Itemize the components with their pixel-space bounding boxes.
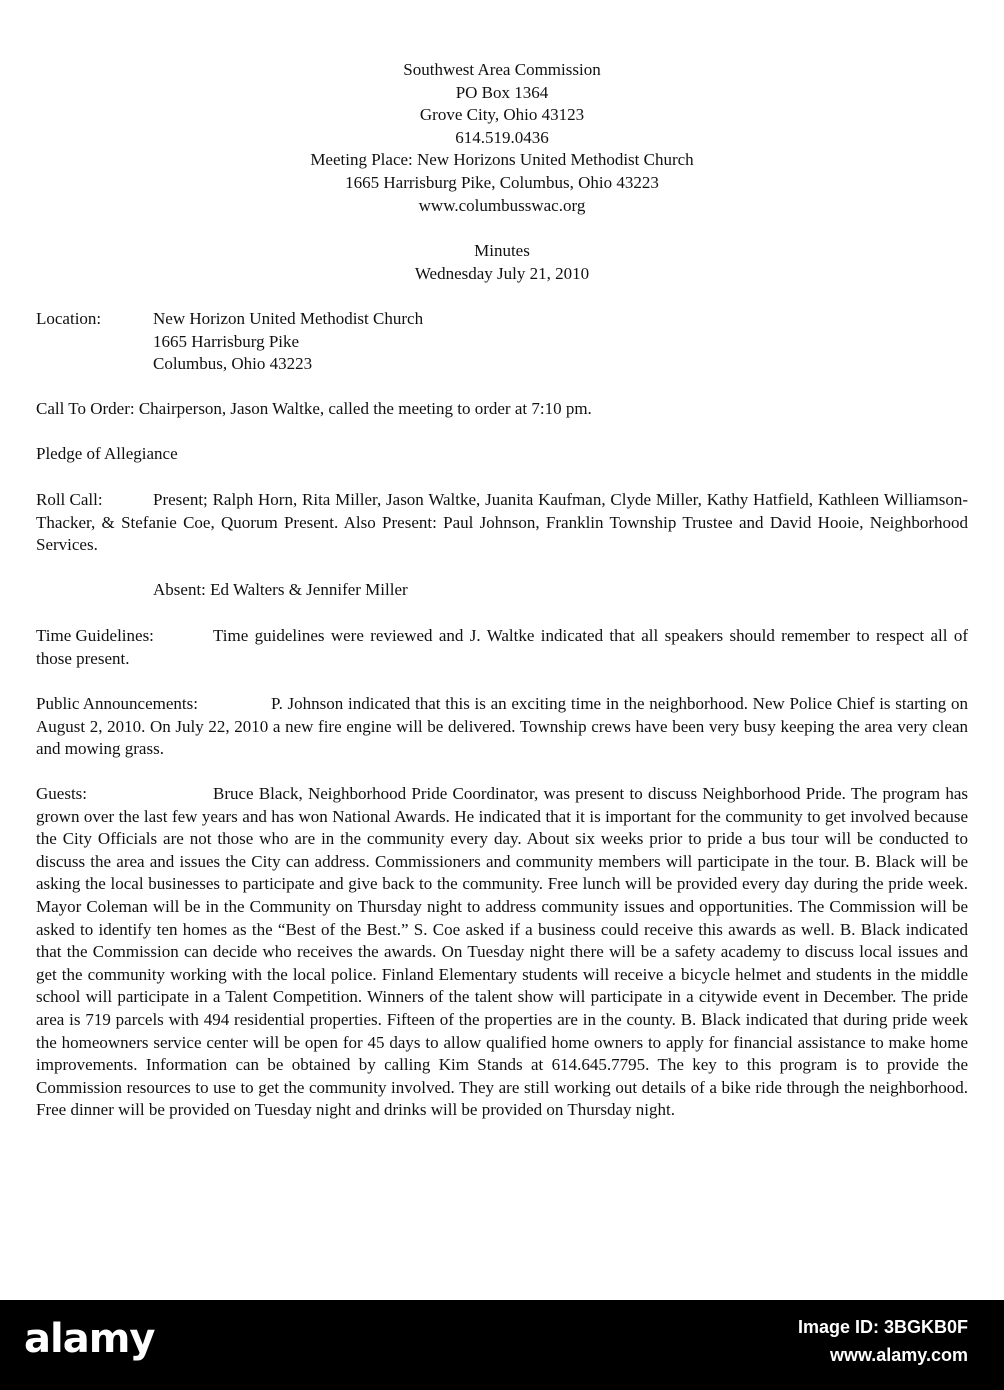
location-line2: 1665 Harrisburg Pike	[153, 331, 300, 351]
time-guidelines-text: Time guidelines were reviewed and J. Waltke indicated that all speakers should remember to respect all of those present.	[36, 626, 968, 668]
po-box: PO Box 1364	[455, 82, 549, 102]
watermark-url: www.alamy.com	[829, 1345, 968, 1365]
guests-section	[36, 783, 968, 1122]
roll-call-label: Roll Call:	[36, 490, 103, 509]
meeting-address: 1665 Harrisburg Pike, Columbus, Ohio 43223	[345, 172, 659, 192]
call-to-order: Call To Order: Chairperson, Jason Waltke, called the meeting to order at 7:10 pm.	[36, 399, 592, 418]
public-announcements-label: Public Announcements:	[36, 694, 198, 713]
location-label: Location:	[36, 309, 102, 328]
document-title: Minutes	[474, 241, 530, 260]
website: www.columbusswac.org	[418, 195, 586, 215]
absent-list: Absent: Ed Walters & Jennifer Miller	[153, 580, 408, 599]
guests-label: Guests:	[36, 784, 87, 803]
roll-call-section	[36, 489, 968, 557]
time-guidelines-label: Time Guidelines:	[36, 626, 154, 645]
meeting-place: Meeting Place: New Horizons United Methodist Church	[310, 150, 694, 170]
location-address	[153, 308, 423, 376]
public-announcements-text: P. Johnson indicated that this is an exciting time in the neighborhood. New Police Chief is starting on August 2, 2010. On July 22, 2010 a new fire engine will be delivered. Township crews have been very busy keeping the area very clean and mowing grass.	[36, 694, 968, 759]
org-name: Southwest Area Commission	[403, 60, 601, 79]
org-city: Grove City, Ohio 43123	[419, 105, 585, 125]
guests-text: Bruce Black, Neighborhood Pride Coordinator, was present to discuss Neighborhood Pride. The program has grown over the last few years and has won National Awards. He indicated that it is important for the community to get involved because the City Officials are not those who are in the community every day. About six weeks prior to pride a bus tour will be conducted to discuss the area and issues the City can address. Commissioners and community members will participate in the tour. B. Black will be asking the local businesses to participate and give back to the community. Free lunch will be provided every day during the pride week. Mayor Coleman will be in the Community on Thursday night to address community issues and opportunities. The Commission will be asked to identify ten homes as the “Best of the Best.” S. Coe asked if a business could receive this awards as well. B. Black indicated that the Commission can decide who receives the awards. On Tuesday night there will be a safety academy to discuss local issues and get the community working with the local police. Finland Elementary students will receive a bicycle helmet and students in the middle school will participate in a Talent Competition. Winners of the talent show will participate in a citywide event in December. The pride area is 719 parcels with 494 residential properties. Fifteen of the properties are in the county. B. Black indicated that during pride week the homeowners service center will be open for 45 days to allow qualified home owners to apply for financial assistance to make home improvements. Information can be obtained by calling Kim Stands at 614.645.7795. The key to this program is to provide the Commission resources to use to get the community involved. They are still working out details of a bike ride through the neighborhood. Free dinner will be provided on Tuesday night and drinks will be provided on Thursday night.	[36, 784, 968, 1120]
meeting-date: Wednesday July 21, 2010	[414, 263, 590, 283]
location-line1: New Horizon United Methodist Church	[153, 309, 424, 328]
location-line3: Columbus, Ohio 43223	[153, 354, 313, 374]
time-guidelines-section	[36, 625, 968, 670]
document-title-block	[0, 240, 1004, 285]
image-id: Image ID: 3BGKB0F	[797, 1317, 968, 1337]
org-phone: 614.519.0436	[455, 127, 549, 147]
watermark-bar	[0, 1300, 1004, 1390]
pledge: Pledge of Allegiance	[36, 444, 178, 463]
public-announcements-section	[36, 693, 968, 761]
letterhead	[0, 59, 1004, 217]
roll-call-text: Present; Ralph Horn, Rita Miller, Jason Waltke, Juanita Kaufman, Clyde Miller, Kathy Hatfield, Kathleen Williamson-Thacker, & Stefanie Coe, Quorum Present. Also Present: Paul Johnson, Franklin Township Trustee and David Hooie, Neighborhood Services.	[36, 490, 968, 555]
alamy-logo: alamy	[24, 1316, 155, 1362]
